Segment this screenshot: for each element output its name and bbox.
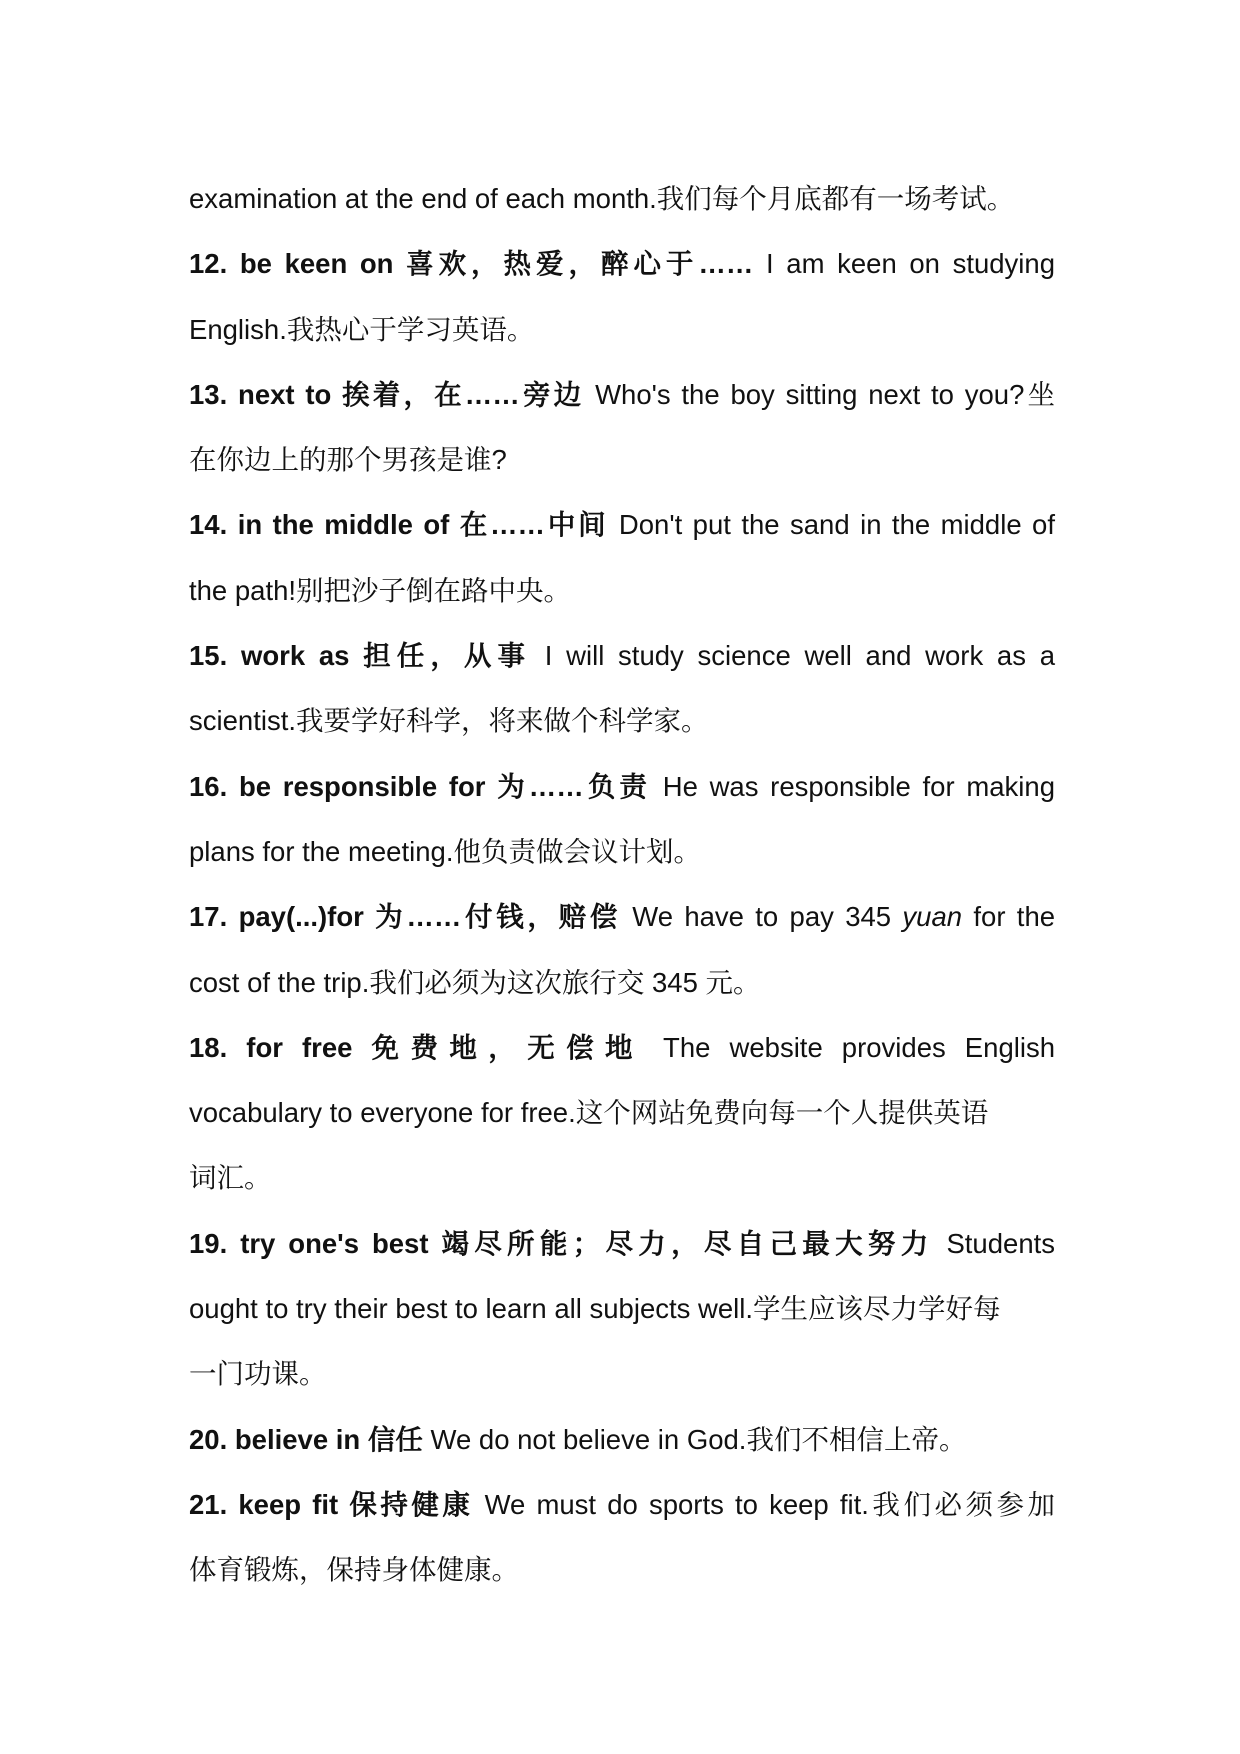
example-sentence: English.我热心于学习英语。: [189, 313, 535, 345]
entry-number: 20.: [189, 1423, 228, 1455]
example-sentence: I will study science well and work as a: [544, 640, 1055, 672]
example-sentence: the path!别把沙子倒在路中央。: [189, 574, 572, 606]
phrase-term: in the middle of 在……中间: [237, 509, 609, 541]
phrase-term: next to 挨着，在……旁边: [238, 378, 585, 410]
entry-21-line-2: [189, 1537, 1055, 1602]
example-sentence: We have to pay 345: [632, 901, 892, 933]
phrase-term: be responsible for 为……负责: [238, 770, 651, 802]
phrase-term: keep fit 保持健康: [238, 1488, 474, 1520]
entry-18-line-3: [189, 1145, 1055, 1210]
entry-19-line-1: [189, 1211, 1055, 1276]
entry-16-line-2: [189, 819, 1055, 884]
entry-19-line-3: [189, 1341, 1055, 1406]
entry-17-line-2: [189, 950, 1055, 1015]
entry-21-line-1: [189, 1472, 1055, 1537]
example-sentence: The website provides English: [663, 1031, 1055, 1063]
example-sentence: vocabulary to everyone for free.这个网站免费向每一个人提供英语: [189, 1097, 989, 1129]
entry-20-line-1: [189, 1407, 1055, 1472]
example-sentence: cost of the trip.我们必须为这次旅行交 345 元。: [189, 966, 761, 998]
entry-number: 14.: [189, 509, 228, 541]
phrase-term: try one's best 竭尽所能；尽力，尽自己最大努力: [240, 1227, 934, 1259]
entry-14-line-1: [189, 492, 1055, 557]
example-sentence: 词汇。: [189, 1162, 272, 1194]
example-sentence: ought to try their best to learn all subjects well.学生应该尽力学好每: [189, 1293, 1001, 1325]
example-sentence: Students: [946, 1227, 1056, 1259]
entry-19-line-2: [189, 1276, 1055, 1341]
example-sentence: 一门功课。: [189, 1358, 327, 1390]
entry-number: 13.: [189, 378, 228, 410]
entry-13-line-2: [189, 427, 1055, 492]
entry-17-line-1: [189, 884, 1055, 949]
entry-15-line-1: [189, 623, 1055, 688]
example-sentence: scientist.我要学好科学，将来做个科学家。: [189, 705, 709, 737]
example-sentence: 体育锻炼，保持身体健康。: [189, 1554, 519, 1586]
entry-number: 16.: [189, 770, 228, 802]
example-sentence: I am keen on studying: [766, 248, 1055, 280]
phrase-term: be keen on 喜欢，热爱，醉心于……: [239, 248, 754, 280]
example-sentence: Don't put the sand in the middle of: [618, 509, 1055, 541]
entry-12-line-2: [189, 297, 1055, 362]
entry-number: 21.: [189, 1488, 228, 1520]
entry-number: 19.: [189, 1227, 228, 1259]
phrase-term: believe in 信任: [234, 1423, 423, 1455]
entry-18-line-2: [189, 1080, 1055, 1145]
example-sentence: plans for the meeting.他负责做会议计划。: [189, 835, 701, 867]
example-sentence: We must do sports to keep fit.我们必须参加: [484, 1488, 1056, 1520]
entry-number: 17.: [189, 901, 228, 933]
phrase-term: work as 担任，从事: [240, 640, 532, 672]
example-sentence: for the: [973, 901, 1056, 933]
entry-12-line-1: [189, 231, 1055, 296]
example-sentence: We do not believe in God.我们不相信上帝。: [430, 1423, 967, 1455]
example-sentence: He was responsible for making: [662, 770, 1055, 802]
entry-number: 15.: [189, 640, 228, 672]
entry-18-line-1: [189, 1015, 1055, 1080]
entry-number: 12.: [189, 248, 228, 280]
entry-11-continuation: [189, 166, 1055, 231]
example-sentence: 在你边上的那个男孩是谁?: [189, 444, 507, 476]
entry-number: 18.: [189, 1031, 228, 1063]
document-page: [189, 166, 1055, 1603]
entry-16-line-1: [189, 754, 1055, 819]
phrase-term: for free 免费地，无偿地: [246, 1031, 644, 1063]
phrase-term: pay(...)for 为……付钱，赔偿: [238, 901, 621, 933]
entry-13-line-1: [189, 362, 1055, 427]
entry-15-line-2: [189, 688, 1055, 753]
entry-14-line-2: [189, 558, 1055, 623]
example-sentence: Who's the boy sitting next to you?坐: [595, 378, 1056, 410]
example-sentence: examination at the end of each month.我们每个月底都有一场考试。: [189, 183, 1015, 214]
currency-word: yuan: [902, 901, 963, 933]
